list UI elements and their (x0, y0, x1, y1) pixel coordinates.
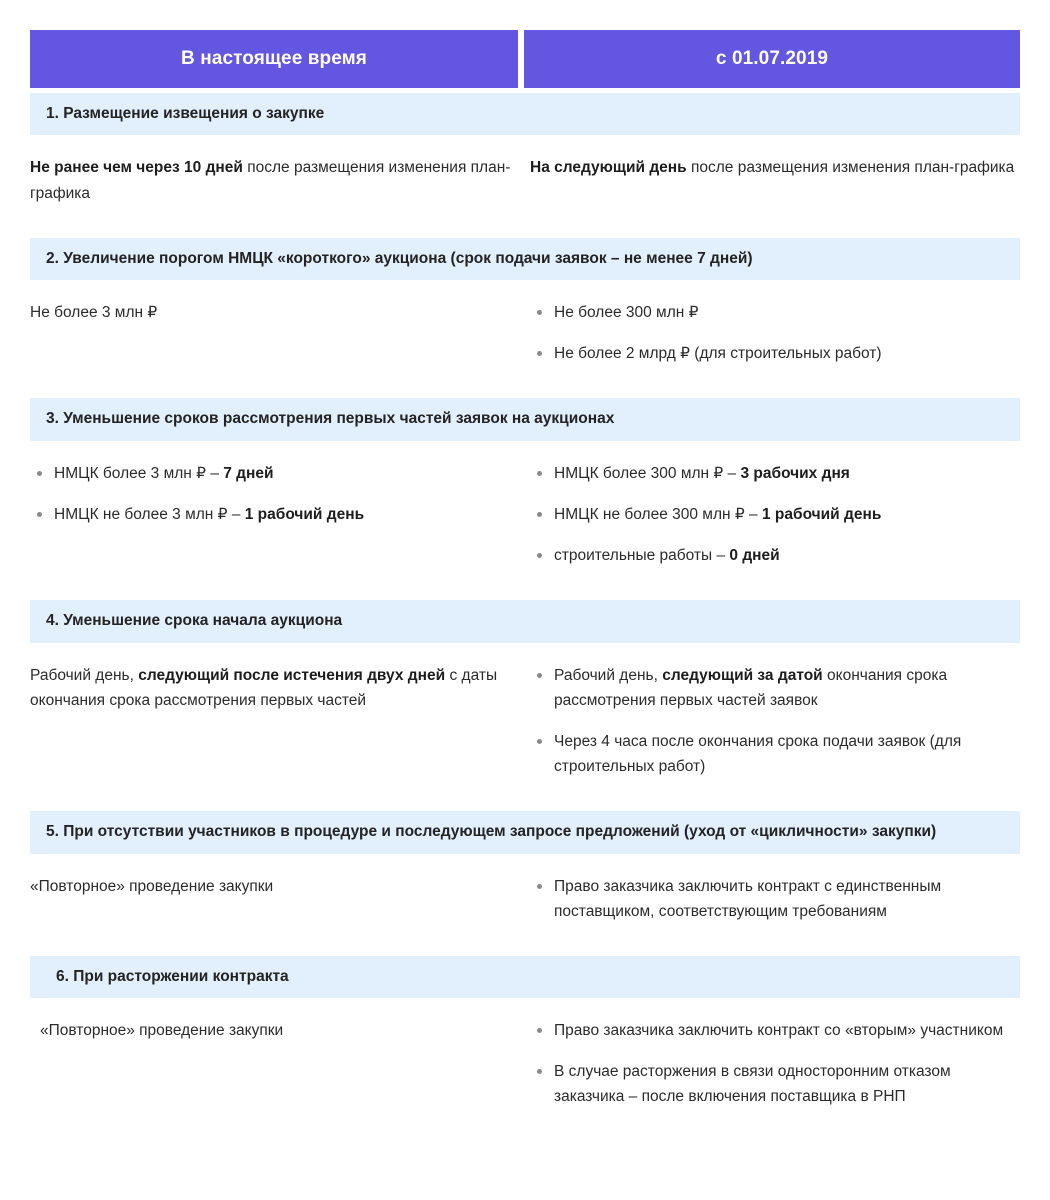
section-title-1: 1. Размещение извещения о закупке (30, 93, 1020, 135)
list-item (530, 461, 1020, 486)
section-1-right-bold: На следующий день (530, 159, 687, 177)
section-4-left-bold: следующий после истечения двух дней (138, 666, 446, 684)
section-5-right-list (530, 874, 1020, 924)
list-item (530, 729, 1020, 779)
section-title-4: 4. Уменьшение срока начала аукциона (30, 600, 1020, 642)
list-item (30, 461, 516, 486)
list-item (530, 1059, 1020, 1109)
list-item (530, 663, 1020, 713)
list-item (530, 502, 1020, 527)
section-4-right-list (530, 663, 1020, 779)
section-body-2 (30, 300, 1020, 366)
list-item-pre: Через 4 часа после окончания срока подачи заявок (для строительных работ) (554, 732, 962, 775)
list-item (530, 341, 1020, 366)
list-item (530, 874, 1020, 924)
section-2-left-cell (30, 300, 530, 366)
list-item (530, 1018, 1020, 1043)
list-item-emphasis: 3 рабочих дня (740, 464, 850, 482)
list-item-emphasis: следующий за датой (662, 666, 823, 684)
list-item-emphasis: 7 дней (223, 464, 274, 482)
list-item-text: Право заказчика заключить контракт с единственным поставщиком, соответствующим требованиям (554, 877, 942, 920)
section-5-left-text: «Повторное» проведение закупки (30, 877, 274, 895)
section-2-left-rest: Не более 3 млн ₽ (30, 304, 158, 322)
section-body-4 (30, 663, 1020, 779)
section-title-5: 5. При отсутствии участников в процедуре и последующем запросе предложений (уход от «цикличности» закупки) (30, 811, 1020, 853)
section-6-left-cell (30, 1018, 530, 1109)
list-item-text: НМЦК не более 300 млн ₽ – (554, 505, 762, 523)
list-item-post: окончания срока рассмотрения первых частей заявок (554, 666, 948, 709)
list-item-emphasis: 1 рабочий день (761, 505, 882, 523)
section-title-6: 6. При расторжении контракта (30, 956, 1020, 998)
list-item (530, 300, 1020, 325)
section-1-left-cell (30, 155, 530, 205)
list-item-text: НМЦК более 3 млн ₽ – (54, 464, 224, 482)
list-item-pre: Рабочий день, (554, 666, 663, 684)
section-4-left-text (30, 663, 516, 713)
list-item-emphasis: 0 дней (729, 547, 780, 565)
section-3-left-cell (30, 461, 530, 568)
section-5-left-cell (30, 874, 530, 924)
section-3-right-list (530, 461, 1020, 568)
list-item-text: Не более 2 млрд ₽ (для строительных работ) (554, 345, 882, 363)
list-item (30, 502, 516, 527)
list-item-text: Право заказчика заключить контракт со «вторым» участником (554, 1022, 1004, 1040)
list-item-text: НМЦК не более 3 млн ₽ – (54, 505, 245, 523)
section-3-left-list (30, 461, 516, 527)
section-6-left-text: «Повторное» проведение закупки (40, 1022, 284, 1040)
list-item-emphasis: 1 рабочий день (244, 505, 365, 523)
list-item-text: Не более 300 млн ₽ (554, 304, 699, 322)
list-item-text: В случае расторжения в связи односторонним отказом заказчика – после включения поставщика в РНП (554, 1063, 951, 1106)
section-1-left-text (30, 155, 516, 205)
section-body-5 (30, 874, 1020, 924)
section-4-right-cell (530, 663, 1020, 779)
list-item (530, 543, 1020, 568)
section-body-1 (30, 155, 1020, 205)
section-2-right-cell (530, 300, 1020, 366)
section-1-right-cell (530, 155, 1020, 205)
section-3-right-cell (530, 461, 1020, 568)
list-item-text: строительные работы – (554, 547, 730, 565)
section-title-3: 3. Уменьшение сроков рассмотрения первых частей заявок на аукционах (30, 398, 1020, 440)
section-1-left-rest: после размещения изменения план-графика (30, 159, 511, 202)
section-6-right-cell (530, 1018, 1020, 1109)
section-4-left-post: с даты окончания срока рассмотрения первых частей (30, 666, 498, 709)
section-1-right-text (530, 155, 1020, 180)
section-1-left-bold: Не ранее чем через 10 дней (30, 159, 243, 177)
section-title-2: 2. Увеличение порогом НМЦК «короткого» аукциона (срок подачи заявок – не менее 7 дней) (30, 238, 1020, 280)
section-4-left-cell (30, 663, 530, 779)
section-4-left-pre: Рабочий день, (30, 666, 139, 684)
section-6-right-list (530, 1018, 1020, 1109)
section-2-left-text (30, 300, 516, 325)
section-body-3 (30, 461, 1020, 568)
table-header-row (30, 0, 1020, 88)
section-2-right-list (530, 300, 1020, 366)
column-header-future: с 01.07.2019 (524, 30, 1020, 88)
section-5-right-cell (530, 874, 1020, 924)
column-header-current: В настоящее время (30, 30, 518, 88)
list-item-text: НМЦК более 300 млн ₽ – (554, 464, 741, 482)
section-body-6 (30, 1018, 1020, 1109)
section-1-right-rest: после размещения изменения план-графика (686, 159, 1015, 177)
